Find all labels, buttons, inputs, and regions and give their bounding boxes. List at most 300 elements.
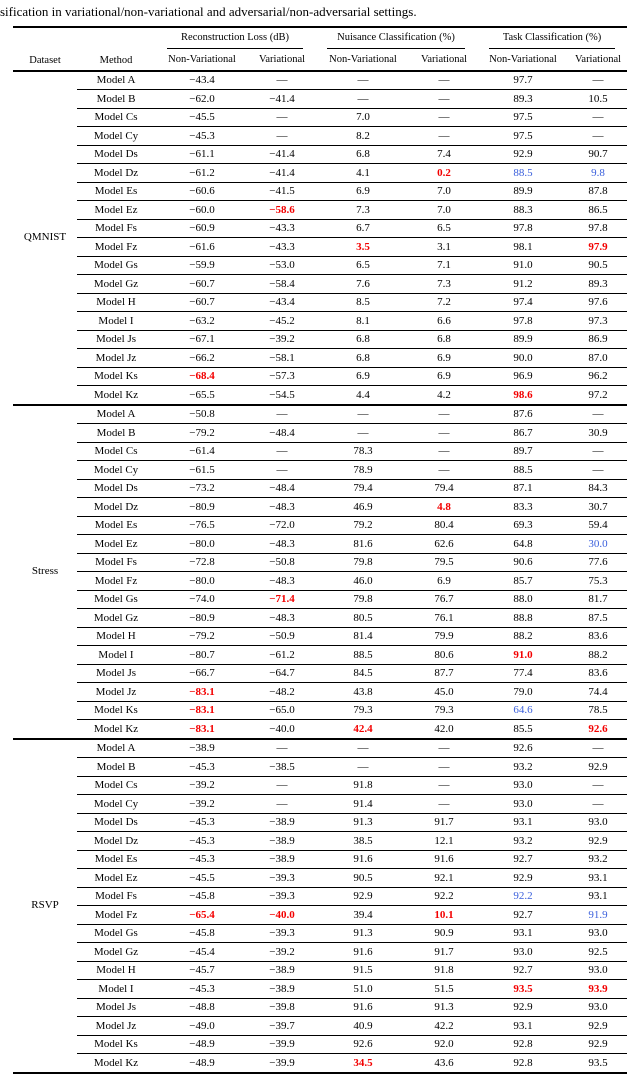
header-group-reconstruction-loss-label: Reconstruction Loss (dB) <box>167 32 303 49</box>
value-cell: 93.2 <box>477 832 569 851</box>
table-row <box>13 405 627 424</box>
value-cell: 7.0 <box>315 108 411 127</box>
value-cell: 87.0 <box>569 349 627 368</box>
method-cell: Model Js <box>77 998 155 1017</box>
value-cell: 92.9 <box>477 998 569 1017</box>
value-cell: −76.5 <box>155 516 249 535</box>
value-cell: 97.4 <box>477 293 569 312</box>
method-cell: Model B <box>77 424 155 443</box>
value-cell: — <box>411 424 477 443</box>
value-cell: −73.2 <box>155 479 249 498</box>
table-row <box>13 906 627 925</box>
value-cell: — <box>411 739 477 758</box>
value-cell: 4.1 <box>315 164 411 183</box>
value-cell: 8.2 <box>315 127 411 146</box>
dataset-label: Stress <box>13 405 77 739</box>
value-cell: 6.9 <box>315 182 411 201</box>
header-group-reconstruction-loss <box>155 27 315 51</box>
value-cell: 51.0 <box>315 980 411 999</box>
header-group-nuisance-classification <box>315 27 477 51</box>
value-cell: −39.2 <box>155 776 249 795</box>
value-cell: — <box>569 442 627 461</box>
value-cell: −39.3 <box>249 887 315 906</box>
value-cell: 9.8 <box>569 164 627 183</box>
value-cell: 92.9 <box>569 758 627 777</box>
method-cell: Model Dz <box>77 498 155 517</box>
value-cell: — <box>569 795 627 814</box>
value-cell: −39.9 <box>249 1035 315 1054</box>
value-cell: −48.2 <box>249 683 315 702</box>
table-row <box>13 627 627 646</box>
table-row <box>13 349 627 368</box>
table-row <box>13 609 627 628</box>
value-cell: 97.3 <box>569 312 627 331</box>
value-cell: 91.0 <box>477 256 569 275</box>
value-cell: −48.3 <box>249 609 315 628</box>
value-cell: 79.9 <box>411 627 477 646</box>
value-cell: 7.6 <box>315 275 411 294</box>
value-cell: −50.9 <box>249 627 315 646</box>
table-row <box>13 256 627 275</box>
method-cell: Model Gz <box>77 943 155 962</box>
value-cell: 81.7 <box>569 590 627 609</box>
table-row <box>13 516 627 535</box>
value-cell: −59.9 <box>155 256 249 275</box>
value-cell: 6.9 <box>411 367 477 386</box>
value-cell: −45.3 <box>155 758 249 777</box>
value-cell: −38.5 <box>249 758 315 777</box>
value-cell: 84.5 <box>315 664 411 683</box>
value-cell: 90.0 <box>477 349 569 368</box>
value-cell: −58.6 <box>249 201 315 220</box>
value-cell: −45.3 <box>155 850 249 869</box>
value-cell: 85.5 <box>477 720 569 739</box>
value-cell: 97.8 <box>569 219 627 238</box>
value-cell: 91.6 <box>315 998 411 1017</box>
value-cell: 98.1 <box>477 238 569 257</box>
value-cell: −38.9 <box>249 980 315 999</box>
method-cell: Model Fs <box>77 887 155 906</box>
value-cell: −57.3 <box>249 367 315 386</box>
method-cell: Model I <box>77 980 155 999</box>
value-cell: 92.9 <box>569 1035 627 1054</box>
method-cell: Model B <box>77 90 155 109</box>
value-cell: −48.4 <box>249 479 315 498</box>
value-cell: — <box>249 442 315 461</box>
table-row <box>13 850 627 869</box>
value-cell: 34.5 <box>315 1054 411 1073</box>
value-cell: 96.2 <box>569 367 627 386</box>
value-cell: 4.8 <box>411 498 477 517</box>
value-cell: 4.2 <box>411 386 477 405</box>
value-cell: 92.0 <box>411 1035 477 1054</box>
value-cell: −39.7 <box>249 1017 315 1036</box>
table-row <box>13 367 627 386</box>
value-cell: −45.8 <box>155 924 249 943</box>
table-row <box>13 646 627 665</box>
value-cell: 80.5 <box>315 609 411 628</box>
value-cell: 91.9 <box>569 906 627 925</box>
value-cell: 86.7 <box>477 424 569 443</box>
table-row <box>13 535 627 554</box>
value-cell: — <box>411 405 477 424</box>
value-cell: −43.3 <box>249 219 315 238</box>
value-cell: — <box>411 442 477 461</box>
table-row <box>13 980 627 999</box>
value-cell: 91.7 <box>411 813 477 832</box>
subheader-recon-variational: Variational <box>258 54 306 65</box>
value-cell: 83.6 <box>569 627 627 646</box>
value-cell: — <box>249 461 315 480</box>
method-cell: Model A <box>77 405 155 424</box>
method-cell: Model Es <box>77 182 155 201</box>
value-cell: 3.5 <box>315 238 411 257</box>
value-cell: 90.6 <box>477 553 569 572</box>
value-cell: −64.7 <box>249 664 315 683</box>
table-row <box>13 590 627 609</box>
value-cell: −48.9 <box>155 1054 249 1073</box>
header-dataset: Dataset <box>29 54 61 66</box>
value-cell: 92.7 <box>477 906 569 925</box>
method-cell: Model Es <box>77 516 155 535</box>
value-cell: −41.4 <box>249 164 315 183</box>
value-cell: 75.3 <box>569 572 627 591</box>
value-cell: 69.3 <box>477 516 569 535</box>
value-cell: −79.2 <box>155 627 249 646</box>
value-cell: 88.5 <box>477 164 569 183</box>
method-cell: Model I <box>77 312 155 331</box>
method-cell: Model H <box>77 961 155 980</box>
table-row <box>13 461 627 480</box>
value-cell: — <box>249 127 315 146</box>
value-cell: 8.5 <box>315 293 411 312</box>
value-cell: −48.3 <box>249 535 315 554</box>
section-stress <box>13 405 627 739</box>
value-cell: −45.3 <box>155 813 249 832</box>
value-cell: 97.5 <box>477 127 569 146</box>
table-row <box>13 553 627 572</box>
value-cell: 93.0 <box>569 961 627 980</box>
value-cell: −60.7 <box>155 293 249 312</box>
value-cell: 88.8 <box>477 609 569 628</box>
value-cell: 88.3 <box>477 201 569 220</box>
value-cell: — <box>249 405 315 424</box>
table-row <box>13 442 627 461</box>
value-cell: 96.9 <box>477 367 569 386</box>
method-cell: Model Ez <box>77 201 155 220</box>
value-cell: 97.8 <box>477 219 569 238</box>
table-row <box>13 275 627 294</box>
value-cell: 91.3 <box>315 924 411 943</box>
value-cell: — <box>315 90 411 109</box>
value-cell: −61.1 <box>155 145 249 164</box>
method-cell: Model H <box>77 627 155 646</box>
value-cell: −80.7 <box>155 646 249 665</box>
table-row <box>13 572 627 591</box>
value-cell: −65.5 <box>155 386 249 405</box>
method-cell: Model Gs <box>77 256 155 275</box>
method-cell: Model B <box>77 758 155 777</box>
value-cell: 80.6 <box>411 646 477 665</box>
method-cell: Model Cy <box>77 461 155 480</box>
value-cell: 92.9 <box>315 887 411 906</box>
value-cell: 97.8 <box>477 312 569 331</box>
value-cell: −39.2 <box>249 943 315 962</box>
value-cell: 92.7 <box>477 961 569 980</box>
value-cell: 91.2 <box>477 275 569 294</box>
value-cell: −65.0 <box>249 701 315 720</box>
value-cell: — <box>411 758 477 777</box>
value-cell: −80.0 <box>155 572 249 591</box>
dataset-label: RSVP <box>13 739 77 1073</box>
value-cell: 8.1 <box>315 312 411 331</box>
value-cell: 86.9 <box>569 330 627 349</box>
value-cell: −65.4 <box>155 906 249 925</box>
method-cell: Model Jz <box>77 1017 155 1036</box>
value-cell: 92.6 <box>477 739 569 758</box>
value-cell: −62.0 <box>155 90 249 109</box>
table-row <box>13 424 627 443</box>
value-cell: −38.9 <box>249 813 315 832</box>
value-cell: 42.2 <box>411 1017 477 1036</box>
table-row <box>13 330 627 349</box>
value-cell: — <box>411 90 477 109</box>
value-cell: — <box>249 739 315 758</box>
value-cell: −39.3 <box>249 869 315 888</box>
dataset-label: QMNIST <box>13 71 77 405</box>
subheader-nuisance-variational: Variational <box>420 54 468 65</box>
table-row <box>13 739 627 758</box>
value-cell: −60.7 <box>155 275 249 294</box>
subheader-nuisance-nonvariational: Non-Variational <box>329 54 397 65</box>
value-cell: 87.7 <box>411 664 477 683</box>
method-cell: Model Ds <box>77 145 155 164</box>
method-cell: Model Js <box>77 330 155 349</box>
value-cell: 42.4 <box>315 720 411 739</box>
method-cell: Model Cy <box>77 127 155 146</box>
header-group-nuisance-classification-label: Nuisance Classification (%) <box>327 32 465 49</box>
method-cell: Model A <box>77 71 155 90</box>
value-cell: — <box>315 71 411 90</box>
value-cell: 92.9 <box>477 869 569 888</box>
value-cell: 90.5 <box>569 256 627 275</box>
value-cell: 79.2 <box>315 516 411 535</box>
table-row <box>13 869 627 888</box>
value-cell: — <box>569 108 627 127</box>
value-cell: — <box>249 71 315 90</box>
value-cell: −45.3 <box>155 832 249 851</box>
value-cell: 93.2 <box>569 850 627 869</box>
section-qmnist <box>13 71 627 405</box>
value-cell: 4.4 <box>315 386 411 405</box>
value-cell: 91.6 <box>411 850 477 869</box>
value-cell: — <box>569 739 627 758</box>
table-row <box>13 219 627 238</box>
method-cell: Model A <box>77 739 155 758</box>
value-cell: 92.2 <box>477 887 569 906</box>
method-cell: Model Kz <box>77 720 155 739</box>
value-cell: −48.9 <box>155 1035 249 1054</box>
value-cell: 84.3 <box>569 479 627 498</box>
value-cell: 78.9 <box>315 461 411 480</box>
value-cell: 87.1 <box>477 479 569 498</box>
value-cell: 92.6 <box>315 1035 411 1054</box>
value-cell: 30.0 <box>569 535 627 554</box>
subheader-task-variational: Variational <box>574 54 622 65</box>
method-cell: Model Ks <box>77 367 155 386</box>
value-cell: 97.7 <box>477 71 569 90</box>
value-cell: 89.3 <box>477 90 569 109</box>
value-cell: 91.6 <box>315 850 411 869</box>
value-cell: 62.6 <box>411 535 477 554</box>
value-cell: 93.0 <box>569 924 627 943</box>
value-cell: 77.6 <box>569 553 627 572</box>
table-row <box>13 943 627 962</box>
method-cell: Model Ds <box>77 479 155 498</box>
value-cell: −43.3 <box>249 238 315 257</box>
method-cell: Model I <box>77 646 155 665</box>
value-cell: 74.4 <box>569 683 627 702</box>
value-cell: — <box>411 108 477 127</box>
value-cell: 92.6 <box>569 720 627 739</box>
value-cell: −66.7 <box>155 664 249 683</box>
value-cell: 7.3 <box>315 201 411 220</box>
method-cell: Model Es <box>77 850 155 869</box>
method-cell: Model Fz <box>77 238 155 257</box>
value-cell: — <box>411 776 477 795</box>
value-cell: 3.1 <box>411 238 477 257</box>
value-cell: −72.8 <box>155 553 249 572</box>
table-row <box>13 90 627 109</box>
value-cell: 6.5 <box>411 219 477 238</box>
value-cell: −63.2 <box>155 312 249 331</box>
value-cell: −60.0 <box>155 201 249 220</box>
value-cell: 38.5 <box>315 832 411 851</box>
value-cell: 90.7 <box>569 145 627 164</box>
results-table <box>13 26 627 1074</box>
value-cell: 91.3 <box>315 813 411 832</box>
value-cell: 87.5 <box>569 609 627 628</box>
value-cell: — <box>569 461 627 480</box>
value-cell: 64.8 <box>477 535 569 554</box>
table-row <box>13 720 627 739</box>
value-cell: — <box>249 795 315 814</box>
table-row <box>13 924 627 943</box>
value-cell: 92.7 <box>477 850 569 869</box>
value-cell: 93.1 <box>569 869 627 888</box>
value-cell: −49.0 <box>155 1017 249 1036</box>
subheader-task-nonvariational: Non-Variational <box>489 54 557 65</box>
value-cell: −45.7 <box>155 961 249 980</box>
value-cell: 89.3 <box>569 275 627 294</box>
method-cell: Model Fz <box>77 572 155 591</box>
value-cell: 6.9 <box>411 349 477 368</box>
value-cell: −83.1 <box>155 701 249 720</box>
value-cell: 91.8 <box>411 961 477 980</box>
value-cell: 91.8 <box>315 776 411 795</box>
value-cell: 81.6 <box>315 535 411 554</box>
method-cell: Model Gs <box>77 924 155 943</box>
value-cell: −61.2 <box>155 164 249 183</box>
method-cell: Model Dz <box>77 832 155 851</box>
method-cell: Model Gz <box>77 275 155 294</box>
method-cell: Model Ds <box>77 813 155 832</box>
value-cell: −48.8 <box>155 998 249 1017</box>
value-cell: 93.1 <box>569 887 627 906</box>
value-cell: — <box>315 758 411 777</box>
value-cell: −39.8 <box>249 998 315 1017</box>
value-cell: 76.7 <box>411 590 477 609</box>
table-row <box>13 813 627 832</box>
section-rsvp <box>13 739 627 1073</box>
value-cell: 88.2 <box>569 646 627 665</box>
value-cell: −67.1 <box>155 330 249 349</box>
method-cell: Model Cs <box>77 442 155 461</box>
value-cell: −43.4 <box>155 71 249 90</box>
value-cell: −41.5 <box>249 182 315 201</box>
value-cell: 12.1 <box>411 832 477 851</box>
method-cell: Model Jz <box>77 683 155 702</box>
table-row <box>13 145 627 164</box>
value-cell: 91.4 <box>315 795 411 814</box>
value-cell: 80.4 <box>411 516 477 535</box>
table-row <box>13 776 627 795</box>
value-cell: 7.0 <box>411 182 477 201</box>
value-cell: −80.0 <box>155 535 249 554</box>
value-cell: 6.8 <box>315 145 411 164</box>
value-cell: 97.2 <box>569 386 627 405</box>
value-cell: 93.9 <box>569 980 627 999</box>
method-cell: Model Fs <box>77 219 155 238</box>
value-cell: — <box>315 739 411 758</box>
value-cell: 92.9 <box>569 1017 627 1036</box>
value-cell: 93.0 <box>477 943 569 962</box>
value-cell: 10.1 <box>411 906 477 925</box>
table-row <box>13 108 627 127</box>
value-cell: 91.3 <box>411 998 477 1017</box>
table-row <box>13 664 627 683</box>
value-cell: 93.1 <box>477 813 569 832</box>
value-cell: 92.8 <box>477 1035 569 1054</box>
value-cell: −41.4 <box>249 90 315 109</box>
value-cell: 92.9 <box>569 832 627 851</box>
value-cell: 88.5 <box>315 646 411 665</box>
method-cell: Model Cs <box>77 776 155 795</box>
method-cell: Model Jz <box>77 349 155 368</box>
method-cell: Model Ks <box>77 701 155 720</box>
table-header <box>13 27 627 71</box>
table-caption: sification in variational/non-variational and adversarial/non-adversarial settings. <box>0 4 417 19</box>
table-row <box>13 961 627 980</box>
value-cell: 76.1 <box>411 609 477 628</box>
value-cell: 7.3 <box>411 275 477 294</box>
value-cell: 46.0 <box>315 572 411 591</box>
value-cell: 59.4 <box>569 516 627 535</box>
value-cell: — <box>569 776 627 795</box>
value-cell: 81.4 <box>315 627 411 646</box>
header-group-task-classification-label: Task Classification (%) <box>489 32 615 49</box>
method-cell: Model Cy <box>77 795 155 814</box>
value-cell: — <box>411 795 477 814</box>
value-cell: 83.6 <box>569 664 627 683</box>
value-cell: 89.9 <box>477 182 569 201</box>
value-cell: 78.5 <box>569 701 627 720</box>
header-method: Method <box>99 54 133 66</box>
value-cell: −58.1 <box>249 349 315 368</box>
value-cell: 45.0 <box>411 683 477 702</box>
value-cell: −45.8 <box>155 887 249 906</box>
table-row <box>13 887 627 906</box>
